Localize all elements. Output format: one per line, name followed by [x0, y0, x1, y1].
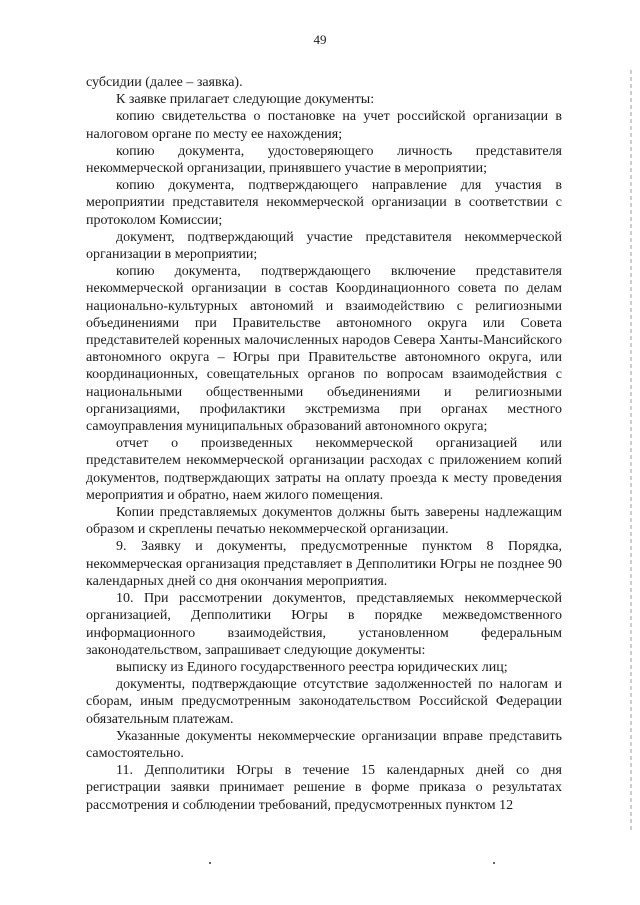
scan-dot-artifact	[493, 862, 495, 864]
paragraph: копию документа, удостоверяющего личность представителя некоммерческой организации, принявшего участие в мероприятии;	[86, 143, 562, 177]
scan-edge-artifact	[630, 70, 632, 830]
paragraph: К заявке прилагает следующие документы:	[116, 92, 375, 108]
scan-dot-artifact	[209, 862, 211, 864]
paragraph: 11. Депполитики Югры в течение 15 календарных дней со дня регистрации заявки принимает решение в форме приказа о результатах рассмотрения и соблюдении требований, предусмотренных пунктом 12	[86, 763, 562, 813]
paragraph: документ, подтверждающий участие представителя некоммерческой организации в мероприятии;	[86, 229, 562, 263]
paragraph: копию документа, подтверждающего включение представителя некоммерческой организации в состав Координационного совета по делам национально-культурных автономий и взаимодействию с религиозными объединениями при Правительстве автономного округа или Совета представителей коренных малочисленных народов Севера Ханты-Мансийского автономного округа – Югры при Правительстве автономного округа, или координационных, совещательных органов по вопросам взаимодействия с национальными общественными объединениями и религиозными организациями, профилактики экстремизма при органах местного самоуправления муниципальных образований автономного округа;	[86, 264, 562, 435]
paragraph: субсидии (далее – заявка).	[86, 75, 243, 90]
paragraph: Указанные документы некоммерческие организации вправе представить самостоятельно.	[86, 728, 562, 761]
paragraph: копию свидетельства о постановке на учет российской организации в налоговом органе по месту ее нахождения;	[86, 109, 562, 142]
paragraph: отчет о произведенных некоммерческой организацией или представителем некоммерческой организации расходах с приложением копий документов, подтверждающих затраты на оплату проезда к месту проведения мероприятия и обратно, наем жилого помещения.	[86, 436, 562, 503]
paragraph: выписку из Единого государственного реестра юридических лиц;	[116, 659, 508, 675]
page-number: 49	[313, 32, 327, 47]
paragraph: копию документа, подтверждающего направление для участия в мероприятии представителя некоммерческой организации в соответствии с протоколом Комиссии;	[86, 178, 562, 228]
document-body	[86, 74, 562, 814]
paragraph: 9. Заявку и документы, предусмотренные пунктом 8 Порядка, некоммерческая организация представляет в Депполитики Югры не позднее 90 календарных дней со дня окончания мероприятия.	[86, 539, 562, 589]
paragraph: Копии представляемых документов должны быть заверены надлежащим образом и скреплены печатью некоммерческой организации.	[86, 505, 562, 538]
paragraph: 10. При рассмотрении документов, представляемых некоммерческой организацией, Депполитики Югры в порядке межведомственного информационного взаимодействия, установленном федеральным законодательством, запрашивает следующие документы:	[86, 591, 562, 658]
paragraph: документы, подтверждающие отсутствие задолженностей по налогам и сборам, иным предусмотренным законодательством Российской Федерации обязательным платежам.	[86, 677, 562, 727]
